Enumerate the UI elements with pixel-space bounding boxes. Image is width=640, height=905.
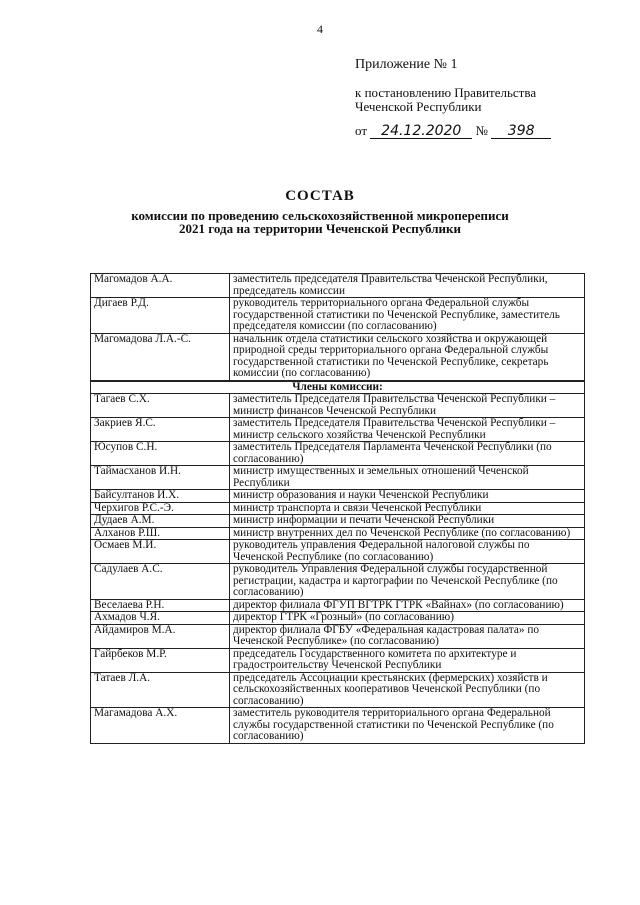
table-row [91,466,585,490]
member-role: руководитель Управления Федеральной службы государственной регистрации, кадастра и картографии по Чеченской Республике (по согласованию) [230,564,585,600]
member-role: директор филиала ФГУП ВГТРК ГТРК «Вайнах» (по согласованию) [230,599,585,612]
member-role: министр внутренних дел по Чеченской Республике (по согласованию) [230,527,585,540]
commission-table-body [91,274,585,744]
table-row [91,274,585,298]
appendix-date-line [355,124,625,139]
member-role: председатель Государственного комитета по архитектуре и градостроительству Чеченской Республики [230,648,585,672]
appendix-line-1: к постановлению Правительства [355,85,537,100]
table-row [91,527,585,540]
subtitle-line-1: комиссии по проведению сельскохозяйственной микропереписи [131,208,509,223]
member-name: Айдамиров М.А. [91,624,230,648]
member-name: Садулаев А.С. [91,564,230,600]
member-role: начальник отдела статистики сельского хозяйства и окружающей природной среды территориального органа Федеральной службы государственной статистики по Чеченской Республике, секретарь комиссии (по согласованию) [230,333,585,381]
document-title: СОСТАВ [285,188,355,204]
handwritten-date: 24.12.2020 [370,124,472,139]
member-name: Магомадова Л.А.-С. [91,333,230,381]
table-row [91,298,585,334]
member-name: Ахмадов Ч.Я. [91,612,230,625]
table-row [91,624,585,648]
member-name: Дигаев Р.Д. [91,298,230,334]
members-section-row [91,381,585,394]
member-name: Тагаев С.Х. [91,394,230,418]
member-name: Магамадова А.Х. [91,708,230,744]
member-role: министр имущественных и земельных отношений Чеченской Республики [230,466,585,490]
table-row [91,490,585,503]
member-name: Таймасханов И.Н. [91,466,230,490]
member-name: Алханов Р.Ш. [91,527,230,540]
handwritten-number: 398 [491,124,551,139]
member-name: Осмаев М.И. [91,540,230,564]
member-role: министр информации и печати Чеченской Республики [230,515,585,528]
table-row [91,564,585,600]
commission-table [90,273,585,744]
member-name: Веселаева Р.Н. [91,599,230,612]
document-subtitle [0,209,640,235]
table-row [91,599,585,612]
member-role: руководитель управления Федеральной налоговой службы по Чеченской Республике (по согласованию) [230,540,585,564]
member-role: председатель Ассоциации крестьянских (фермерских) хозяйств и сельскохозяйственных кооперативов Чеченской Республики (по согласованию) [230,672,585,708]
member-role: заместитель Председателя Правительства Чеченской Республики – министр сельского хозяйства Чеченской Республики [230,418,585,442]
member-role: министр транспорта и связи Чеченской Республики [230,502,585,515]
table-row [91,612,585,625]
table-row [91,672,585,708]
date-prefix: от [355,123,368,138]
member-name: Юсупов С.Н. [91,442,230,466]
member-name: Татаев Л.А. [91,672,230,708]
member-name: Гайрбеков М.Р. [91,648,230,672]
page-number: 4 [317,22,323,36]
member-role: директор филиала ФГБУ «Федеральная кадастровая палата» по Чеченской Республике» (по согласованию) [230,624,585,648]
appendix-line-2: Чеченской Республики [355,99,482,114]
table-row [91,333,585,381]
member-role: заместитель руководителя территориального органа Федеральной службы государственной статистики по Чеченской Республике (по согласованию) [230,708,585,744]
number-prefix: № [475,123,488,138]
table-row [91,502,585,515]
table-row [91,394,585,418]
member-name: Закриев Я.С. [91,418,230,442]
table-row [91,515,585,528]
member-role: заместитель Председателя Парламента Чеченской Республики (по согласованию) [230,442,585,466]
subtitle-line-2: 2021 года на территории Чеченской Республики [179,221,461,236]
member-role: руководитель территориального органа Федеральной службы государственной статистики по Чеченской Республике, заместитель председателя комиссии (по согласованию) [230,298,585,334]
table-row [91,418,585,442]
appendix-title: Приложение № 1 [355,57,458,72]
appendix-block [355,58,625,139]
member-name: Байсултанов И.Х. [91,490,230,503]
member-role: заместитель Председателя Правительства Чеченской Республики – министр финансов Чеченской Республики [230,394,585,418]
table-row [91,648,585,672]
table-row [91,442,585,466]
member-name: Магомадов А.А. [91,274,230,298]
member-name: Дудаев А.М. [91,515,230,528]
table-row [91,708,585,744]
members-heading: Члены комиссии: [91,381,585,394]
member-name: Черхигов Р.С.-Э. [91,502,230,515]
member-role: министр образования и науки Чеченской Республики [230,490,585,503]
member-role: заместитель председателя Правительства Чеченской Республики, председатель комиссии [230,274,585,298]
member-role: директор ГТРК «Грозный» (по согласованию) [230,612,585,625]
table-row [91,540,585,564]
